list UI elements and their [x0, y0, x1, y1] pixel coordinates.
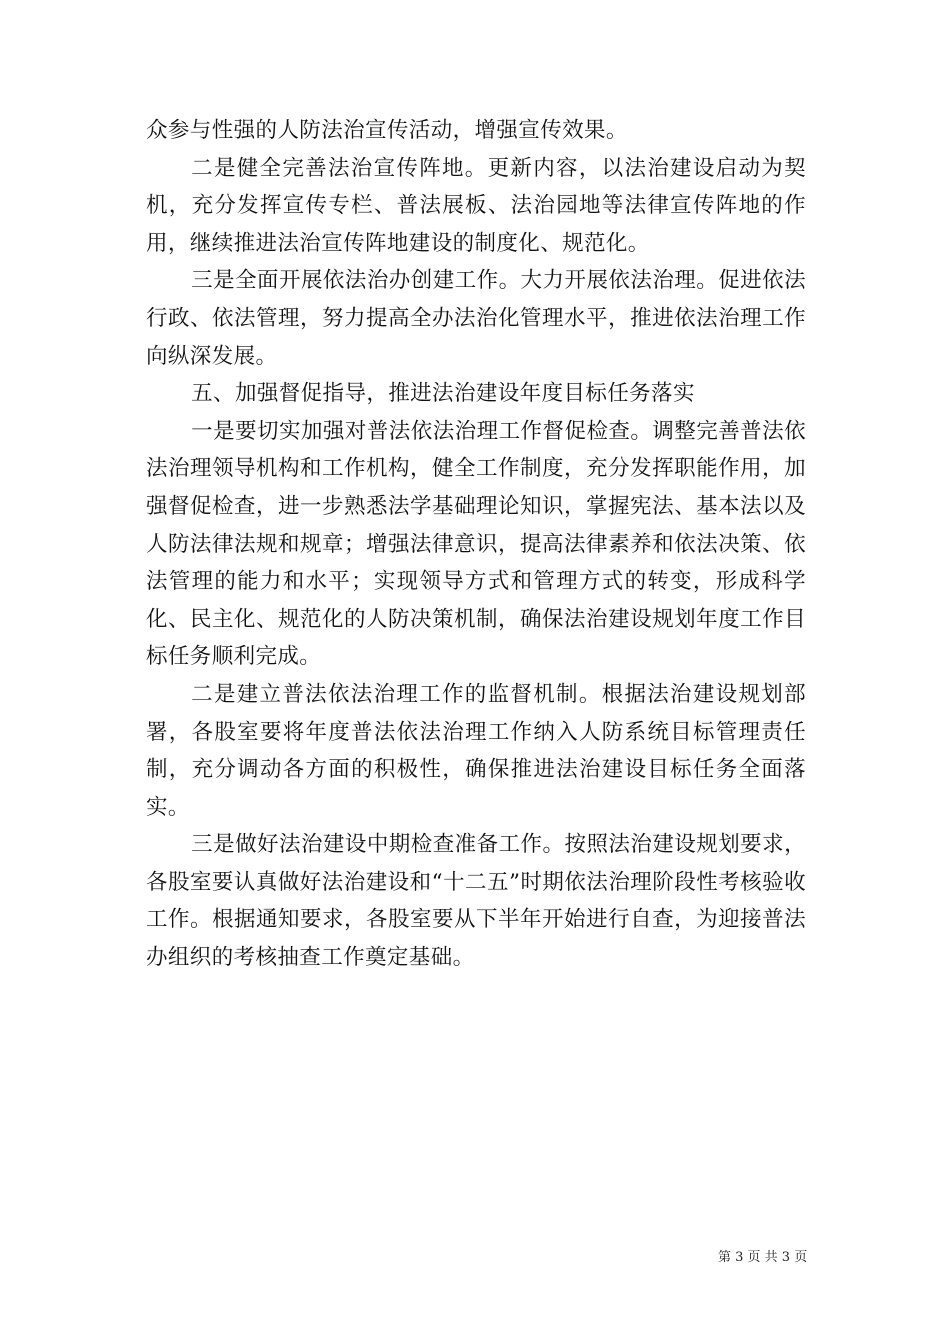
paragraph-propaganda-base: 二是健全完善法治宣传阵地。更新内容，以法治建设启动为契机，充分发挥宣传专栏、普法展板、法治园地等法律宣传阵地的作用，继续推进法治宣传阵地建设的制度化、规范化。 [146, 155, 806, 256]
paragraph-rule-of-law-office: 三是全面开展依法治办创建工作。大力开展依法治理。促进依法行政、依法管理，努力提高全办法治化管理水平，推进依法治理工作向纵深发展。 [146, 268, 806, 369]
section-heading-five: 五、加强督促指导，推进法治建设年度目标任务落实 [191, 381, 695, 407]
paragraph-midterm-inspection: 三是做好法治建设中期检查准备工作。按照法治建设规划要求，各股室要认真做好法治建设和“十二五”时期依法治理阶段性考核验收工作。根据通知要求，各股室要从下半年开始进行自查，为迎接普法办组织的考核抽查工作奠定基础。 [146, 832, 806, 971]
page-number-footer: 第 3 页 共 3 页 [718, 1250, 808, 1265]
paragraph-supervision-inspection: 一是要切实加强对普法依法治理工作督促检查。调整完善普法依法治理领导机构和工作机构，健全工作制度，充分发挥职能作用，加强督促检查，进一步熟悉法学基础理论知识，掌握宪法、基本法以及人防法律法规和规章；增强法律意识，提高法律素养和依法决策、依法管理的能力和水平；实现领导方式和管理方式的转变，形成科学化、民主化、规范化的人防决策机制，确保法治建设规划年度工作目标任务顺利完成。 [146, 418, 806, 670]
paragraph-continued: 众参与性强的人防法治宣传活动，增强宣传效果。 [146, 118, 628, 143]
paragraph-supervision-mechanism: 二是建立普法依法治理工作的监督机制。根据法治建设规划部署，各股室要将年度普法依法治理工作纳入人防系统目标管理责任制，充分调动各方面的积极性，确保推进法治建设目标任务全面落实。 [146, 681, 806, 820]
document-body [146, 112, 806, 977]
